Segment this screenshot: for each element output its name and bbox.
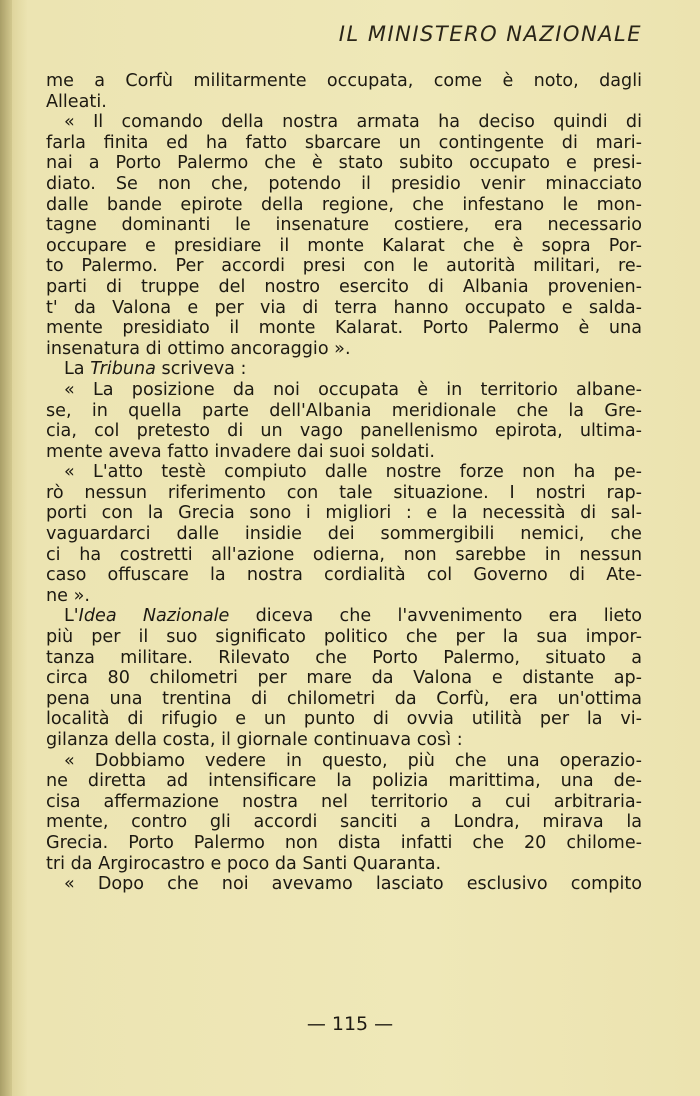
- newspaper-title: Tribuna: [90, 359, 156, 380]
- text-line: « Dobbiamo vedere in questo, più che una operazio-: [64, 750, 642, 771]
- text-line: circa 80 chilometri per mare da Valona e distante ap-: [46, 668, 642, 689]
- text-line: insenatura di ottimo ancoraggio ».: [46, 338, 351, 359]
- text-line: rò nessun riferimento con tale situazione. I nostri rap-: [46, 482, 642, 503]
- text-line: parti di truppe del nostro esercito di Albania provenien-: [46, 276, 642, 297]
- text-line: mente aveva fatto invadere dai suoi soldati.: [46, 441, 435, 462]
- text-line: pena una trentina di chilometri da Corfù, era un'ottima: [46, 688, 642, 709]
- text-line: Grecia. Porto Palermo non dista infatti che 20 chilome-: [46, 832, 642, 853]
- text-line: [46, 606, 642, 627]
- text-line: tanza militare. Rilevato che Porto Palermo, situato a: [46, 647, 642, 668]
- text-line: più per il suo significato politico che per la sua impor-: [46, 627, 642, 648]
- text-line: cisa affermazione nostra nel territorio a cui arbitraria-: [46, 791, 642, 812]
- page-number: — 115 —: [306, 1013, 394, 1035]
- text-line: nai a Porto Palermo che è stato subito occupato e presi-: [46, 153, 642, 174]
- newspaper-title: Idea Nazionale: [78, 606, 230, 627]
- text-line: gilanza della costa, il giornale continuava così :: [46, 730, 463, 750]
- text-line: « L'atto testè compiuto dalle nostre forze non ha pe-: [64, 462, 642, 483]
- text-line: mente presidiato il monte Kalarat. Porto Palermo è una: [46, 318, 642, 339]
- text-line: me a Corfù militarmente occupata, come è noto, dagli: [46, 71, 642, 91]
- running-head: IL MINISTERO NAZIONALE: [338, 22, 642, 46]
- text-line: t' da Valona e per via di terra hanno occupato e salda-: [46, 297, 642, 318]
- text-line: ci ha costretti all'azione odierna, non sarebbe in nessun: [46, 544, 642, 565]
- text-line: « Dopo che noi avevamo lasciato esclusivo compito: [64, 874, 642, 895]
- text-run: diceva che l'avvenimento era lieto: [229, 606, 642, 627]
- text-line: to Palermo. Per accordi presi con le autorità militari, re-: [46, 256, 642, 277]
- text-line: ne diretta ad intensificare la polizia marittima, una de-: [46, 771, 642, 792]
- text-line: cia, col pretesto di un vago panellenismo epirota, ultima-: [46, 421, 642, 442]
- text-line: « Il comando della nostra armata ha deciso quindi di: [64, 112, 642, 133]
- text-line: [46, 359, 642, 380]
- body-text: [46, 71, 642, 895]
- text-line: caso offuscare la nostra cordialità col Governo di Ate-: [46, 565, 642, 586]
- text-line: farla finita ed ha fatto sbarcare un contingente di mari-: [46, 132, 642, 153]
- text-line: diato. Se non che, potendo il presidio venir minacciato: [46, 173, 642, 194]
- text-line: « La posizione da noi occupata è in territorio albane-: [64, 379, 642, 400]
- text-line: dalle bande epirote della regione, che infestano le mon-: [46, 194, 642, 215]
- text-line: tri da Argirocastro e poco da Santi Quaranta.: [46, 853, 442, 874]
- text-line: mente, contro gli accordi sanciti a Londra, mirava la: [46, 812, 642, 833]
- text-line: tagne dominanti le insenature costiere, era necessario: [46, 215, 642, 236]
- text-line: vaguardarci dalle insidie dei sommergibili nemici, che: [46, 524, 642, 545]
- text-line: occupare e presidiare il monte Kalarat che è sopra Por-: [46, 235, 642, 256]
- text-line: ne ».: [46, 585, 90, 606]
- text-run: L': [64, 606, 79, 627]
- text-line: località di rifugio e un punto di ovvia utilità per la vi-: [46, 709, 642, 730]
- text-run: scriveva :: [155, 359, 247, 380]
- text-line: Alleati.: [46, 91, 107, 112]
- text-line: porti con la Grecia sono i migliori : e la necessità di sal-: [46, 503, 642, 524]
- text-line: se, in quella parte dell'Albania meridionale che la Gre-: [46, 400, 642, 421]
- page-binding-shadow: [0, 0, 12, 1096]
- text-run: La: [64, 359, 91, 380]
